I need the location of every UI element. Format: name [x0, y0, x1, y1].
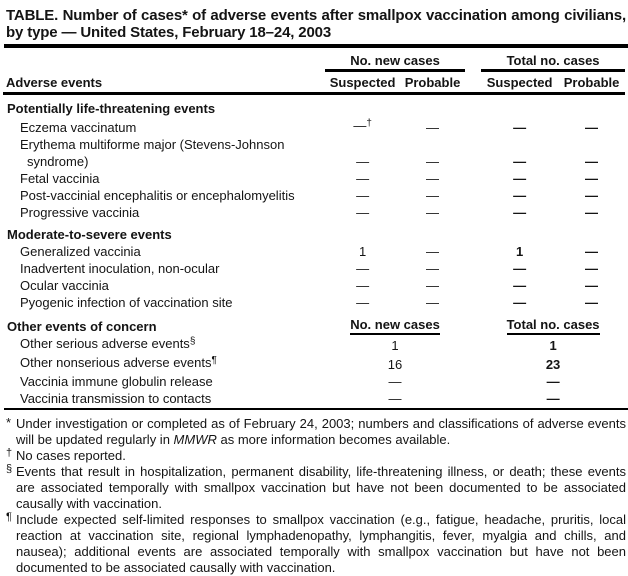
cell-new-suspected: — [356, 154, 370, 169]
cell-new-suspected: — [356, 205, 370, 220]
cell-new-suspected: — [356, 278, 370, 293]
row-label: Erythema multiforme major (Stevens-Johnson syndrome) [20, 137, 285, 169]
cell-total-probable: — [585, 154, 599, 169]
column-header-adverse-events: Adverse events [3, 71, 325, 94]
section-header-label: Potentially life-threatening events [7, 101, 216, 116]
table-row [3, 277, 625, 294]
column-gap [465, 260, 481, 277]
row-label: Progressive vaccinia [20, 205, 140, 220]
footnote-italic-text: MMWR [173, 432, 217, 447]
row-label: Inadvertent inoculation, non-ocular [20, 261, 220, 276]
footnote-section-mark [6, 464, 626, 512]
table-row [3, 294, 625, 311]
column-gap [465, 117, 481, 136]
cell-new-suspected: — [356, 261, 370, 276]
cell-total-suspected: — [513, 205, 527, 220]
cell-new-cases: 1 [391, 338, 399, 353]
footnote-text: Include expected self-limited responses to smallpox vaccination (e.g., fatigue, headache, pruritis, local reaction at vaccination site, regional lymphadenopathy, lymphangitis, fever, myalgia and chills, and nausea); additional events are associated temporally with smallpox vaccination but have not been documented to be associated causally with vaccination. [16, 512, 626, 575]
cell-total-probable: — [585, 171, 599, 186]
row-label: Vaccinia immune globulin release [20, 374, 213, 389]
column-gap [465, 243, 481, 260]
row-label: Post-vaccinial encephalitis or encephalomyelitis [20, 188, 295, 203]
footnote-reference-superscript: § [189, 336, 196, 347]
column-gap [465, 335, 481, 354]
table-row [3, 136, 625, 170]
column-gap [465, 204, 481, 221]
cell-total-probable: — [585, 278, 599, 293]
column-gap [465, 354, 481, 373]
row-label: Vaccinia transmission to contacts [20, 391, 212, 406]
table-row [3, 204, 625, 221]
row-label: Eczema vaccinatum [20, 120, 137, 135]
footnote-pilcrow [6, 512, 626, 576]
cell-new-probable: — [426, 171, 439, 186]
adverse-events-table [3, 48, 625, 407]
column-gap [465, 170, 481, 187]
column-gap [465, 390, 481, 407]
row-label: Ocular vaccinia [20, 278, 109, 293]
cell-new-suspected: — [356, 295, 370, 310]
cell-total-probable: — [585, 244, 599, 259]
empty-header-cell [3, 48, 325, 71]
table-bottom-rule [4, 408, 628, 410]
cell-total-suspected: — [513, 295, 527, 310]
table-title: TABLE. Number of cases* of adverse events after smallpox vaccination among civilians, by type — United States, February 18–24, 2003 [6, 7, 626, 41]
subheader-new-cases [325, 311, 465, 335]
table-row [3, 170, 625, 187]
row-label: Generalized vaccinia [20, 244, 141, 259]
column-gap [465, 311, 481, 335]
footnote-marker: § [6, 463, 13, 475]
column-header-row [3, 71, 625, 94]
row-label: Fetal vaccinia [20, 171, 100, 186]
group-header-new-cases: No. new cases [325, 48, 465, 71]
column-gap [465, 187, 481, 204]
footnote-marker: * [6, 415, 12, 430]
table-row [3, 354, 625, 373]
cell-new-probable: — [426, 261, 439, 276]
footnote-marker: † [6, 447, 13, 459]
cell-total-cases: 1 [549, 338, 557, 353]
subheader-total-cases [481, 311, 625, 335]
column-group-header-row [3, 48, 625, 71]
subheader-new-cases-label: No. new cases [350, 316, 440, 335]
table-row [3, 187, 625, 204]
column-gap [465, 71, 481, 94]
cell-new-cases: 16 [387, 357, 403, 372]
footnote-text: as more information becomes available. [216, 432, 451, 447]
row-label: Other serious adverse events§ [20, 336, 196, 351]
cell-new-probable: — [426, 278, 439, 293]
column-header-new-suspected: Suspected [325, 71, 400, 94]
dagger-superscript: † [366, 118, 372, 129]
cell-total-suspected: — [513, 171, 527, 186]
footnote-marker: ¶ [6, 511, 12, 523]
cell-total-suspected: — [513, 188, 527, 203]
row-label: Pyogenic infection of vaccination site [20, 295, 233, 310]
cell-new-probable: — [426, 154, 439, 169]
group-header-total-cases: Total no. cases [481, 48, 625, 71]
cell-new-probable: — [426, 188, 439, 203]
column-gap [465, 373, 481, 390]
cell-total-cases: 23 [545, 357, 561, 372]
section-header-label: Moderate-to-severe events [7, 227, 172, 242]
column-gap [465, 294, 481, 311]
footnote-text: Under investigation or completed as of February 24, 2003; numbers and classifications of adverse events will be updated regularly in [16, 416, 626, 447]
section-header-row [3, 311, 625, 335]
cell-new-suspected: —† [353, 118, 372, 133]
cell-total-cases: — [546, 374, 560, 389]
cell-total-suspected: — [513, 154, 527, 169]
table-row [3, 117, 625, 136]
subheader-total-cases-label: Total no. cases [507, 316, 600, 335]
footnote-dagger [6, 448, 626, 464]
cell-new-probable: — [426, 120, 439, 135]
footnotes-block [3, 416, 626, 576]
section-header-row [3, 94, 625, 118]
column-header-total-probable: Probable [558, 71, 625, 94]
table-row [3, 243, 625, 260]
cell-new-probable: — [426, 205, 439, 220]
table-row [3, 390, 625, 407]
cell-new-probable: — [426, 244, 439, 259]
cell-total-suspected: — [513, 278, 527, 293]
section-header-row [3, 221, 625, 243]
cell-total-probable: — [585, 295, 599, 310]
cell-total-cases: — [546, 391, 560, 406]
footnote-asterisk [6, 416, 626, 448]
table-row [3, 335, 625, 354]
cell-new-suspected: — [356, 171, 370, 186]
footnote-text: No cases reported. [16, 448, 126, 463]
column-gap [465, 48, 481, 71]
cell-total-suspected: 1 [516, 244, 524, 259]
cell-total-probable: — [585, 120, 599, 135]
row-label: Other nonserious adverse events¶ [20, 355, 217, 370]
section-header-label: Other events of concern [7, 319, 157, 334]
cell-new-cases: — [388, 391, 402, 406]
cell-total-probable: — [585, 261, 599, 276]
cell-total-suspected: — [513, 261, 527, 276]
cell-new-suspected: — [356, 188, 370, 203]
cell-new-cases: — [388, 374, 402, 389]
column-gap [465, 277, 481, 294]
cell-total-probable: — [585, 188, 599, 203]
column-header-new-probable: Probable [400, 71, 465, 94]
table-row [3, 260, 625, 277]
footnote-reference-superscript: ¶ [211, 355, 217, 366]
table-row [3, 373, 625, 390]
cell-new-suspected: 1 [358, 244, 367, 259]
cell-total-probable: — [585, 205, 599, 220]
cell-total-suspected: — [513, 120, 527, 135]
column-gap [465, 136, 481, 170]
cell-new-probable: — [426, 295, 439, 310]
column-header-total-suspected: Suspected [481, 71, 558, 94]
footnote-text: Events that result in hospitalization, permanent disability, life-threatening illness, or death; these events are associated temporally with smallpox vaccination but have not been documented to be associated causally with vaccination. [16, 464, 626, 511]
